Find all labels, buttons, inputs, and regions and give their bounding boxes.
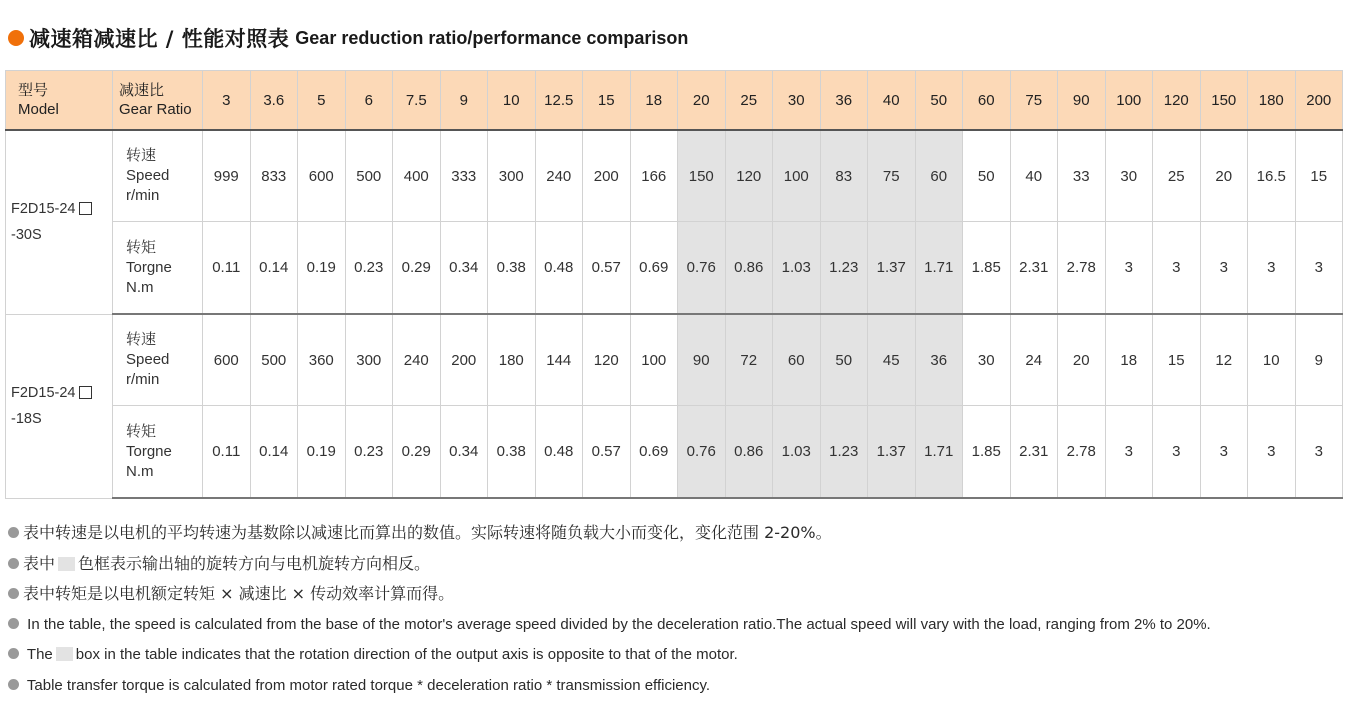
header-ratio-cell: 6	[345, 71, 393, 131]
bullet-icon	[8, 618, 19, 629]
model-name: F2D15-24	[11, 201, 76, 218]
value-cell: 1.37	[868, 222, 916, 315]
header-ratio-cell: 12.5	[535, 71, 583, 131]
note-en-torque	[8, 671, 1343, 702]
value-cell: 0.11	[203, 222, 251, 315]
value-cell: 999	[203, 130, 251, 222]
value-cell: 1.23	[820, 406, 868, 499]
value-cell: 144	[535, 314, 583, 406]
value-cell: 0.34	[440, 222, 488, 315]
parameter-label-en: Torgne	[126, 442, 172, 460]
value-cell: 0.69	[630, 406, 678, 499]
title-chinese: 减速箱减速比 / 性能对照表	[29, 27, 290, 51]
value-cell: 0.38	[488, 406, 536, 499]
value-cell: 16.5	[1248, 130, 1296, 222]
bullet-icon	[8, 527, 19, 538]
table-row	[6, 130, 1343, 222]
bullet-icon	[8, 588, 19, 599]
note-text: 表中	[23, 553, 56, 573]
value-cell: 0.29	[393, 222, 441, 315]
value-cell: 200	[583, 130, 631, 222]
header-ratio-cell: 30	[773, 71, 821, 131]
value-cell: 3	[1200, 406, 1248, 499]
value-cell: 9	[1295, 314, 1343, 406]
value-cell: 1.71	[915, 222, 963, 315]
header-model	[6, 71, 113, 131]
header-ratio-cell: 90	[1058, 71, 1106, 131]
value-cell: 1.03	[773, 222, 821, 315]
parameter-label-en: Torgne	[126, 258, 172, 276]
value-cell: 0.23	[345, 222, 393, 315]
header-ratio-cell: 7.5	[393, 71, 441, 131]
value-cell: 166	[630, 130, 678, 222]
value-cell: 0.19	[298, 222, 346, 315]
value-cell: 60	[773, 314, 821, 406]
value-cell: 240	[535, 130, 583, 222]
value-cell: 0.48	[535, 406, 583, 499]
value-cell: 1.85	[963, 222, 1011, 315]
value-cell: 120	[725, 130, 773, 222]
value-cell: 0.76	[678, 406, 726, 499]
value-cell: 240	[393, 314, 441, 406]
header-gear-ratio	[113, 71, 203, 131]
value-cell: 2.31	[1010, 406, 1058, 499]
header-ratio-cell: 75	[1010, 71, 1058, 131]
value-cell: 83	[820, 130, 868, 222]
value-cell: 3	[1153, 222, 1201, 315]
value-cell: 0.23	[345, 406, 393, 499]
value-cell: 0.29	[393, 406, 441, 499]
value-cell: 0.86	[725, 222, 773, 315]
value-cell: 100	[630, 314, 678, 406]
table-row	[6, 314, 1343, 406]
header-ratio-cell: 9	[440, 71, 488, 131]
orange-dot-icon	[8, 30, 24, 46]
model-name: F2D15-24	[11, 385, 76, 401]
value-cell: 0.14	[250, 406, 298, 499]
value-cell: 0.38	[488, 222, 536, 315]
table-row	[6, 406, 1343, 499]
value-cell: 36	[915, 314, 963, 406]
value-cell: 1.85	[963, 406, 1011, 499]
model-suffix: -30S	[11, 227, 42, 244]
header-ratio-cell: 5	[298, 71, 346, 131]
value-cell: 0.57	[583, 222, 631, 315]
value-cell: 1.37	[868, 406, 916, 499]
square-placeholder-icon	[79, 386, 92, 399]
header-ratio-cell: 3.6	[250, 71, 298, 131]
value-cell: 3	[1248, 406, 1296, 499]
notes-section	[8, 518, 1343, 701]
value-cell: 20	[1200, 130, 1248, 222]
value-cell: 3	[1105, 222, 1153, 315]
value-cell: 0.34	[440, 406, 488, 499]
value-cell: 30	[963, 314, 1011, 406]
header-ratio-cell: 36	[820, 71, 868, 131]
header-ratio-cell: 40	[868, 71, 916, 131]
bullet-icon	[8, 558, 19, 569]
parameter-label-cn: 转矩	[126, 238, 157, 256]
value-cell: 3	[1295, 406, 1343, 499]
note-cn-torque	[8, 579, 1343, 610]
bullet-icon	[8, 679, 19, 690]
value-cell: 20	[1058, 314, 1106, 406]
value-cell: 500	[345, 130, 393, 222]
value-cell: 120	[583, 314, 631, 406]
note-text: The	[26, 646, 53, 663]
value-cell: 0.69	[630, 222, 678, 315]
header-ratio-cell: 180	[1248, 71, 1296, 131]
parameter-unit: r/min	[126, 187, 160, 204]
value-cell: 1.23	[820, 222, 868, 315]
value-cell: 333	[440, 130, 488, 222]
parameter-unit: N.m	[126, 462, 154, 480]
value-cell: 400	[393, 130, 441, 222]
model-cell	[6, 314, 113, 498]
value-cell: 0.14	[250, 222, 298, 315]
value-cell: 50	[820, 314, 868, 406]
value-cell: 3	[1248, 222, 1296, 315]
value-cell: 3	[1295, 222, 1343, 315]
note-en-speed	[8, 610, 1343, 641]
parameter-label-cell	[113, 406, 203, 499]
value-cell: 100	[773, 130, 821, 222]
grey-box-swatch	[56, 647, 73, 661]
note-text: Table transfer torque is calculated from motor rated torque * deceleration ratio * transmission efficiency.	[26, 676, 711, 694]
header-ratio-cell: 15	[583, 71, 631, 131]
header-ratio-en: Gear Ratio	[119, 101, 192, 118]
value-cell: 300	[488, 130, 536, 222]
value-cell: 500	[250, 314, 298, 406]
note-text: 表中转速是以电机的平均转速为基数除以减速比而算出的数值。实际转速将随负载大小而变化，变化范围 2-20%。	[23, 523, 832, 542]
value-cell: 1.71	[915, 406, 963, 499]
value-cell: 10	[1248, 314, 1296, 406]
value-cell: 15	[1295, 130, 1343, 222]
note-cn-speed	[8, 518, 1343, 549]
header-ratio-cell: 120	[1153, 71, 1201, 131]
note-en-direction	[8, 640, 1343, 671]
model-cell	[6, 130, 113, 314]
value-cell: 25	[1153, 130, 1201, 222]
table-row	[6, 222, 1343, 315]
value-cell: 45	[868, 314, 916, 406]
model-suffix: -18S	[11, 411, 42, 427]
value-cell: 300	[345, 314, 393, 406]
header-ratio-cell: 150	[1200, 71, 1248, 131]
value-cell: 90	[678, 314, 726, 406]
parameter-label-en: Speed	[126, 351, 170, 368]
parameter-label-cn: 转速	[126, 147, 157, 164]
header-model-cn: 型号	[18, 82, 49, 99]
header-ratio-cell: 20	[678, 71, 726, 131]
value-cell: 30	[1105, 130, 1153, 222]
grey-box-swatch	[58, 557, 75, 571]
value-cell: 0.48	[535, 222, 583, 315]
value-cell: 75	[868, 130, 916, 222]
value-cell: 3	[1153, 406, 1201, 499]
value-cell: 833	[250, 130, 298, 222]
value-cell: 15	[1153, 314, 1201, 406]
parameter-label-cell	[113, 222, 203, 315]
value-cell: 3	[1200, 222, 1248, 315]
value-cell: 50	[963, 130, 1011, 222]
value-cell: 33	[1058, 130, 1106, 222]
note-cn-direction	[8, 549, 1343, 580]
parameter-label-cn: 转矩	[126, 422, 157, 440]
square-placeholder-icon	[79, 202, 92, 215]
header-model-en: Model	[18, 101, 59, 118]
value-cell: 2.78	[1058, 222, 1106, 315]
value-cell: 0.76	[678, 222, 726, 315]
title-english: Gear reduction ratio/performance comparison	[295, 27, 689, 48]
header-ratio-cell: 100	[1105, 71, 1153, 131]
value-cell: 180	[488, 314, 536, 406]
value-cell: 360	[298, 314, 346, 406]
header-ratio-cell: 50	[915, 71, 963, 131]
value-cell: 24	[1010, 314, 1058, 406]
value-cell: 600	[298, 130, 346, 222]
value-cell: 0.57	[583, 406, 631, 499]
header-ratio-cell: 60	[963, 71, 1011, 131]
bullet-icon	[8, 648, 19, 659]
parameter-unit: N.m	[126, 278, 154, 296]
value-cell: 0.86	[725, 406, 773, 499]
header-ratio-cell: 25	[725, 71, 773, 131]
value-cell: 1.03	[773, 406, 821, 499]
parameter-label-cn: 转速	[126, 331, 157, 348]
header-ratio-cell: 18	[630, 71, 678, 131]
value-cell: 0.11	[203, 406, 251, 499]
value-cell: 150	[678, 130, 726, 222]
note-text: 表中转矩是以电机额定转矩 × 减速比 × 传动效率计算而得。	[23, 584, 455, 603]
value-cell: 2.78	[1058, 406, 1106, 499]
value-cell: 3	[1105, 406, 1153, 499]
page-title	[8, 22, 688, 54]
header-ratio-cn: 减速比	[119, 82, 165, 99]
parameter-label-cell	[113, 130, 203, 222]
note-text: In the table, the speed is calculated from the base of the motor's average speed divided by the deceleration ratio.The actual speed will vary with the load, ranging from 2% to 20%.	[27, 615, 1211, 633]
value-cell: 18	[1105, 314, 1153, 406]
value-cell: 40	[1010, 130, 1058, 222]
gear-ratio-table	[5, 70, 1343, 499]
value-cell: 600	[203, 314, 251, 406]
value-cell: 200	[440, 314, 488, 406]
header-ratio-cell: 200	[1295, 71, 1343, 131]
header-ratio-cell: 3	[203, 71, 251, 131]
parameter-label-en: Speed	[126, 167, 170, 184]
header-ratio-cell: 10	[488, 71, 536, 131]
value-cell: 72	[725, 314, 773, 406]
note-text: box in the table indicates that the rotation direction of the output axis is opposite to that of the motor.	[75, 646, 738, 663]
value-cell: 12	[1200, 314, 1248, 406]
note-text: 色框表示输出轴的旋转方向与电机旋转方向相反。	[78, 553, 431, 573]
value-cell: 2.31	[1010, 222, 1058, 315]
value-cell: 60	[915, 130, 963, 222]
value-cell: 0.19	[298, 406, 346, 499]
parameter-unit: r/min	[126, 371, 160, 388]
parameter-label-cell	[113, 314, 203, 406]
table-header-row	[6, 71, 1343, 131]
